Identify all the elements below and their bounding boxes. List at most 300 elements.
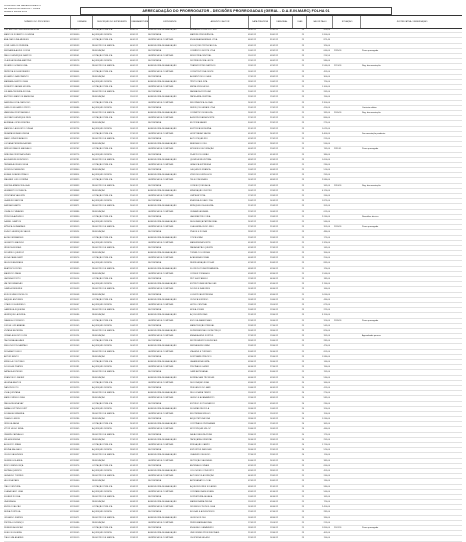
- cell-actual-date: 27/02/12: [270, 137, 279, 140]
- cell-unit: 02318976: [70, 257, 80, 260]
- cell-days: 25: [301, 163, 304, 166]
- cell-expedient: ASSESSORIA DE AVALIAÇÃO: [148, 392, 177, 395]
- cell-process: NÍVEA PORTELA: [4, 511, 21, 514]
- cell-amount: 335,00: [323, 112, 330, 114]
- cell-description: REGISTRO DE MARCA: [92, 65, 115, 68]
- cell-description: RENOVAÇÃO: [92, 521, 106, 524]
- cell-expected-date: 25/04/12: [248, 444, 257, 446]
- cell-actual-date: 01/06/12: [270, 490, 279, 493]
- cell-amount: 160,00: [323, 288, 330, 291]
- cell-days: 25: [301, 65, 304, 68]
- cell-opening-date: 31/01/12: [130, 236, 139, 239]
- cell-process: FERNANDA ALVES COSTA: [4, 49, 30, 52]
- cell-days: 25: [301, 169, 304, 172]
- cell-process: PAULO HENRIQUE SANTOS: [4, 54, 32, 57]
- cell-actual-date: 12/03/12: [270, 189, 279, 192]
- cell-status: [334, 127, 359, 131]
- cell-status: [334, 521, 359, 525]
- cell-opening-date: 03/01/12: [130, 29, 139, 31]
- cell-unit: 02319067: [70, 303, 80, 306]
- cell-actual-date: 13/06/12: [270, 532, 279, 535]
- cell-process: HUMBERTO FONSECA: [4, 189, 27, 192]
- cell-expedient: SECRETARIA: [148, 106, 162, 109]
- cell-expedient: GERÊNCIA DE COMPRAS: [148, 148, 174, 151]
- cell-notes: [362, 230, 462, 234]
- cell-description: RENOVAÇÃO: [92, 438, 106, 441]
- cell-actual-date: 13/02/12: [270, 86, 279, 89]
- cell-status: [334, 298, 359, 302]
- cell-unit: 02318924: [70, 231, 80, 234]
- cell-opening-date: 06/02/12: [130, 278, 139, 280]
- cell-actual-date: 24/02/12: [270, 132, 279, 135]
- cell-description: REGISTRO DE MARCA: [92, 537, 115, 540]
- cell-subject: CALÇADOS FRANCA: [190, 169, 211, 172]
- cell-actual-date: 12/04/12: [270, 309, 279, 312]
- cell-amount: 145,00: [323, 246, 330, 249]
- cell-amount: 1.200,00: [321, 34, 330, 37]
- cell-amount: 120,00: [323, 267, 330, 270]
- cell-amount: 3.150,00: [321, 314, 330, 317]
- cell-unit: 02318648: [70, 86, 80, 89]
- cell-expedient: GERÊNCIA DE COMPRAS: [148, 101, 174, 104]
- cell-subject: PERFUMARIA AROMA: [190, 521, 212, 524]
- cell-notes: Contrato aditivo: [362, 106, 377, 109]
- cell-notes: [362, 339, 462, 343]
- cell-notes: [362, 391, 462, 395]
- cell-expected-date: 24/01/12: [248, 101, 257, 104]
- cell-amount: 165,00: [323, 495, 330, 498]
- col-header-process: NÚMERO DO PROCESSO: [24, 20, 50, 23]
- cell-days: 23: [301, 153, 304, 156]
- cell-subject: ÓTICA VISÃO: [190, 236, 204, 239]
- cell-expected-date: 11/01/12: [248, 54, 256, 57]
- cell-expedient: ASSESSORIA DE AVALIAÇÃO: [148, 29, 177, 31]
- cell-notes: [362, 365, 462, 369]
- cell-unit: 02318633: [70, 80, 80, 83]
- cell-amount: 1.025,00: [321, 127, 330, 130]
- cell-opening-date: 20/01/12: [130, 163, 139, 166]
- cell-expedient: SECRETARIA: [148, 231, 162, 234]
- cell-notes: Prazo prorrogado: [362, 527, 379, 529]
- cell-expected-date: 19/03/12: [248, 303, 257, 306]
- cell-actual-date: 04/04/12: [270, 278, 279, 280]
- cell-actual-date: 23/05/12: [270, 454, 279, 457]
- cell-description: REGISTRO DE MARCA: [92, 495, 115, 498]
- cell-description: RENOVAÇÃO: [92, 355, 106, 358]
- cell-description: LICITAÇÃO PÚBLICA: [92, 402, 113, 405]
- cell-status: [334, 453, 359, 457]
- cell-opening-date: 16/01/12: [130, 127, 139, 130]
- cell-status: [334, 101, 359, 105]
- cell-notes: [362, 531, 462, 535]
- cell-opening-date: 10/01/12: [130, 86, 139, 89]
- cell-opening-date: 23/01/12: [130, 179, 139, 182]
- cell-days: 23: [301, 537, 304, 540]
- cell-description: LICITAÇÃO PÚBLICA: [92, 236, 113, 239]
- cell-description: LICITAÇÃO PÚBLICA: [92, 148, 113, 151]
- cell-actual-date: 23/03/12: [270, 236, 279, 239]
- cell-description: RENOVAÇÃO: [92, 75, 106, 78]
- cell-expected-date: 28/03/12: [248, 340, 257, 343]
- cell-expected-date: 28/02/12: [248, 231, 257, 234]
- cell-notes: Prazo prorrogado: [362, 226, 379, 229]
- cell-expected-date: 14/05/12: [248, 506, 257, 509]
- cell-amount: 270,00: [323, 392, 330, 395]
- cell-unit: 02319214: [70, 381, 80, 384]
- cell-days: 23: [301, 210, 304, 213]
- cell-process: WELLINGTON SAMPAIO: [4, 345, 28, 348]
- cell-actual-date: 29/05/12: [270, 475, 279, 478]
- cell-unit: 02319395: [70, 475, 80, 478]
- cell-actual-date: 27/03/12: [270, 246, 279, 249]
- cell-expected-date: 14/03/12: [248, 288, 257, 291]
- cell-expedient: GERÊNCIA DE COMPRAS: [148, 132, 174, 135]
- cell-days: 25: [301, 143, 304, 146]
- cell-opening-date: 11/01/12: [130, 91, 138, 94]
- cell-expected-date: 16/01/12: [248, 70, 257, 73]
- cell-expedient: SECRETARIA: [148, 371, 162, 374]
- cell-expected-date: 22/03/12: [248, 319, 257, 322]
- cell-days: 23: [301, 174, 304, 177]
- cell-process: DÉBORA CRISTINA NUNES: [4, 153, 31, 156]
- cell-actual-date: 22/02/12: [270, 122, 279, 125]
- cell-notes: [362, 121, 462, 125]
- cell-days: 23: [301, 226, 304, 229]
- cell-expected-date: 10/02/12: [248, 169, 257, 172]
- cell-expedient: GERÊNCIA DE COMPRAS: [148, 226, 174, 229]
- cell-subject: CAFÉ ARTESANAL: [190, 371, 209, 374]
- cell-opening-date: 06/01/12: [130, 65, 139, 68]
- cell-actual-date: 08/02/12: [270, 70, 279, 73]
- cell-subject: ANTENAS E SINAIS: [190, 464, 210, 467]
- cell-expedient: SECRETARIA: [148, 511, 162, 514]
- cell-actual-date: 30/04/12: [270, 371, 279, 374]
- cell-unit: 02318590: [70, 65, 80, 68]
- cell-subject: JOALHERIA OURO FINO: [190, 226, 214, 229]
- cell-unit: 02319138: [70, 340, 80, 343]
- cell-status: [334, 536, 359, 540]
- cell-opening-date: 07/02/12: [130, 288, 139, 291]
- cell-expected-date: 17/01/12: [248, 75, 257, 78]
- cell-opening-date: 13/02/12: [130, 329, 139, 332]
- cell-opening-date: 19/01/12: [130, 158, 139, 161]
- cell-subject: ESTRUTURAS METÁLICAS: [190, 283, 217, 286]
- cell-notes: [362, 495, 462, 499]
- cell-expected-date: 05/01/12: [248, 34, 257, 37]
- cell-expected-date: 19/04/12: [248, 423, 257, 426]
- cell-unit: 02318604: [70, 70, 80, 73]
- cell-expedient: ASSESSORIA DE AVALIAÇÃO: [148, 112, 177, 114]
- cell-unit: 02318938: [70, 236, 80, 239]
- cell-status: [334, 80, 359, 84]
- cell-expected-date: 30/04/12: [248, 459, 257, 462]
- cell-status: [334, 386, 359, 390]
- cell-expected-date: 21/03/12: [248, 314, 257, 317]
- cell-status: [334, 355, 359, 359]
- cell-process: RAFAEL BITTENCOURT: [4, 407, 28, 410]
- cell-status: [334, 391, 359, 395]
- cell-expected-date: 02/02/12: [248, 137, 257, 140]
- cell-description: RENOVAÇÃO: [92, 293, 106, 296]
- cell-subject: FERRAGENS UNIÃO: [190, 345, 211, 348]
- cell-unit: 02318533: [70, 44, 80, 47]
- cell-unit: 02319033: [70, 288, 80, 291]
- cell-status: [334, 277, 359, 281]
- cell-actual-date: 02/04/12: [270, 267, 279, 270]
- cell-expedient: SECRETARIA: [148, 418, 162, 421]
- cell-process: ROSANA TOLEDO: [4, 350, 22, 353]
- cell-process: PAULA REGINA VAZ: [4, 402, 24, 405]
- cell-expected-date: 29/03/12: [248, 345, 257, 348]
- cell-expedient: SECRETARIA: [148, 464, 162, 467]
- cell-subject: ALIMENTOS DO VALE: [190, 75, 212, 78]
- cell-expected-date: 12/04/12: [248, 397, 257, 400]
- cell-expedient: SECRETARIA: [148, 60, 162, 63]
- cell-subject: ACADEMIA FORMA: [190, 257, 209, 260]
- cell-actual-date: 16/02/12: [270, 101, 279, 104]
- cell-amount: 260,00: [323, 195, 330, 197]
- cell-process: NATÁLIA ESTEVES: [4, 371, 23, 374]
- cell-expected-date: 11/04/12: [248, 392, 256, 395]
- cell-unit: 02318776: [70, 153, 80, 156]
- cell-expected-date: 17/05/12: [248, 521, 257, 524]
- cell-actual-date: 29/03/12: [270, 257, 279, 260]
- cell-description: RENOVAÇÃO: [92, 210, 106, 213]
- cell-status: [334, 417, 359, 421]
- cell-subject: CONSTRUTORA OESTE: [190, 70, 214, 73]
- cell-subject: COMÉRCIO NORTE LTDA: [190, 49, 215, 52]
- cell-expected-date: 17/04/12: [248, 412, 257, 415]
- cell-subject: BORRACHAS TÉCNICAS: [190, 376, 215, 379]
- cell-notes: [362, 510, 462, 514]
- cell-expedient: SECRETARIA: [148, 386, 162, 389]
- cell-notes: [362, 453, 462, 457]
- cell-opening-date: 14/02/12: [130, 345, 139, 348]
- cell-actual-date: 21/03/12: [270, 226, 279, 229]
- cell-description: LICITAÇÃO PÚBLICA: [92, 423, 113, 426]
- cell-notes: [362, 261, 462, 265]
- cell-days: 25: [301, 91, 304, 94]
- cell-expedient: GERÊNCIA DE COMPRAS: [148, 39, 174, 42]
- cell-description: REGISTRO DE MARCA: [92, 392, 115, 395]
- cell-subject: ARQUITETURA VIVA: [190, 418, 210, 421]
- cell-unit: 02319486: [70, 521, 80, 524]
- cell-status: [334, 95, 359, 99]
- cell-subject: CONFECÇÕES ALFA: [190, 184, 211, 187]
- cell-amount: 745,00: [323, 148, 330, 151]
- cell-process: SIMONE APARECIDA LEAL: [4, 184, 31, 187]
- cell-opening-date: 06/01/12: [130, 60, 139, 63]
- cell-days: 23: [301, 366, 304, 369]
- cell-opening-date: 08/02/12: [130, 298, 139, 301]
- cell-actual-date: 13/04/12: [270, 314, 279, 317]
- cell-actual-date: 31/01/12: [270, 39, 279, 42]
- cell-expedient: SECRETARIA: [148, 324, 162, 327]
- org-line: Relatório Mensal 2012: [4, 11, 27, 13]
- cell-description: LICITAÇÃO PÚBLICA: [92, 444, 113, 446]
- cell-notes: [362, 324, 462, 328]
- cell-description: REGISTRO DE MARCA: [92, 44, 115, 47]
- cell-actual-date: 30/03/12: [270, 262, 279, 265]
- cell-description: AQUISIÇÃO DIRETA: [92, 174, 112, 177]
- cell-expected-date: 27/02/12: [248, 226, 257, 229]
- cell-process: PATRÍCIA SOUZA RIBEIRO: [4, 70, 30, 73]
- cell-notes: [362, 427, 462, 431]
- cell-expedient: GERÊNCIA DE COMPRAS: [148, 86, 174, 89]
- cell-status: [334, 137, 359, 141]
- cell-expedient: ASSESSORIA DE AVALIAÇÃO: [148, 423, 177, 426]
- cell-unit: 02318724: [70, 127, 80, 130]
- cell-amount: 640,00: [323, 49, 330, 52]
- cell-days: 23: [301, 506, 304, 509]
- cell-subject: AQUECEDORES SOLARES: [190, 485, 217, 488]
- cell-process: MARCOS ROBERTO OLIVEIRA: [4, 34, 35, 37]
- cell-status: [334, 54, 359, 58]
- cell-actual-date: 02/03/12: [270, 158, 279, 161]
- cell-notes: [362, 199, 462, 203]
- cell-unit: 02319124: [70, 335, 80, 338]
- cell-expedient: ASSESSORIA DE AVALIAÇÃO: [148, 174, 177, 177]
- cell-subject: PESCADOS DO MAR: [190, 386, 211, 389]
- cell-days: 23: [301, 262, 304, 265]
- cell-subject: BEBIDAS DO SUL: [190, 143, 208, 146]
- cell-notes: [362, 163, 462, 167]
- cell-expected-date: 09/01/12: [248, 44, 257, 47]
- cell-subject: TRANSPORTES RÁPIDOS: [190, 65, 216, 68]
- cell-process: ORLANDO SIMÕES: [4, 516, 23, 519]
- cell-status: 2305/01: [334, 112, 342, 114]
- cell-notes: [362, 44, 462, 48]
- cell-amount: 210,50: [323, 54, 330, 57]
- cell-opening-date: 22/02/12: [130, 407, 139, 410]
- cell-amount: 410,00: [323, 106, 330, 109]
- cell-amount: 440,00: [323, 428, 330, 431]
- cell-actual-date: 19/04/12: [270, 335, 279, 338]
- cell-amount: 1.320,00: [321, 241, 330, 244]
- cell-subject: MÓVEIS E DECORAÇÃO: [190, 148, 215, 151]
- cell-expected-date: 01/02/12: [248, 132, 257, 135]
- cell-opening-date: 26/01/12: [130, 205, 139, 208]
- cell-process: JORGE LUIZ AMARAL: [4, 324, 26, 327]
- cell-expected-date: 19/01/12: [248, 86, 257, 89]
- cell-amount: 190,00: [323, 96, 330, 99]
- cell-subject: ENERGIA SOLAR LTDA: [190, 200, 213, 203]
- cell-actual-date: 14/05/12: [270, 418, 279, 421]
- cell-description: AQUISIÇÃO DIRETA: [92, 220, 112, 223]
- cell-description: LICITAÇÃO PÚBLICA: [92, 527, 113, 529]
- cell-expected-date: 06/02/12: [248, 148, 257, 151]
- cell-unit: 02319233: [70, 392, 80, 395]
- cell-process: EDSON VASCONCELOS: [4, 293, 28, 296]
- cell-unit: 02319181: [70, 366, 80, 369]
- cell-status: [334, 510, 359, 514]
- cell-opening-date: 04/01/12: [130, 44, 139, 47]
- cell-description: REGISTRO DE MARCA: [92, 226, 115, 229]
- cell-actual-date: 08/03/12: [270, 179, 279, 182]
- cell-days: 25: [301, 86, 304, 89]
- cell-actual-date: 24/05/12: [270, 459, 279, 462]
- cell-expedient: ASSESSORIA DE AVALIAÇÃO: [148, 501, 177, 504]
- cell-amount: 690,00: [323, 464, 330, 467]
- cell-process: DOUGLAS PRATES: [4, 366, 23, 369]
- cell-process: TATIANA BORGES SILVA: [4, 163, 28, 166]
- cell-days: 23: [301, 200, 304, 203]
- cell-process: ROGÉRIO QUEIROZ: [4, 252, 24, 255]
- cell-subject: SOLUÇÕES TÉCNICAS S.A.: [190, 44, 218, 47]
- cell-actual-date: 15/02/12: [270, 96, 279, 99]
- cell-status: [334, 210, 359, 214]
- cell-expedient: SECRETARIA: [148, 200, 162, 203]
- cell-expedient: SECRETARIA: [148, 91, 162, 94]
- cell-process: ADRIANA LOPES FREITAS: [4, 122, 30, 125]
- cell-process: BEATRIZ FONTES: [4, 267, 22, 270]
- cell-expected-date: 03/02/12: [248, 143, 257, 146]
- cell-opening-date: 09/02/12: [130, 314, 139, 317]
- cell-subject: UNIFORMES PROFISSIONAIS: [190, 532, 220, 535]
- cell-expedient: ASSESSORIA DE AVALIAÇÃO: [148, 158, 177, 161]
- col-header-description: DESCRIÇÃO DO EXPEDIENTE: [92, 16, 131, 28]
- cell-amount: 530,00: [323, 376, 330, 379]
- cell-opening-date: 05/03/12: [130, 490, 139, 493]
- cell-process: EDUARDO NASCIMENTO: [4, 75, 29, 78]
- cell-subject: IRRIGAÇÃO CAMPO: [190, 444, 210, 446]
- cell-unit: 02319162: [70, 355, 80, 358]
- cell-description: LICITAÇÃO PÚBLICA: [92, 86, 113, 89]
- cell-unit: 02318762: [70, 148, 80, 151]
- cell-opening-date: 12/01/12: [130, 106, 139, 109]
- cell-process: KARINA DUARTE: [4, 205, 21, 208]
- cell-opening-date: 25/01/12: [130, 195, 139, 197]
- cell-unit: 02319305: [70, 428, 80, 431]
- cell-opening-date: 03/02/12: [130, 272, 139, 275]
- cell-days: 23: [301, 303, 304, 306]
- cell-subject: CONSULTORIA ÁGIL: [190, 272, 211, 275]
- cell-notes: [362, 516, 462, 520]
- cell-unit: 02318957: [70, 246, 80, 249]
- cell-opening-date: 07/03/12: [130, 506, 139, 509]
- cell-expected-date: 03/04/12: [248, 361, 257, 363]
- cell-opening-date: 01/03/12: [130, 464, 139, 467]
- cell-expedient: ASSESSORIA DE AVALIAÇÃO: [148, 469, 177, 472]
- cell-description: RENOVAÇÃO: [92, 272, 106, 275]
- cell-amount: 510,00: [323, 169, 330, 172]
- cell-amount: 185,00: [323, 278, 330, 280]
- cell-process: HENRIQUE LACERDA: [4, 314, 26, 317]
- cell-actual-date: 12/06/12: [270, 527, 279, 529]
- cell-process: AUGUSTO RIBAS: [4, 444, 22, 446]
- cell-process: ÍTALO VENTURA: [4, 485, 21, 488]
- cell-status: [334, 287, 359, 291]
- cell-process: BRUNA SALGADO: [4, 449, 22, 452]
- cell-actual-date: 09/03/12: [270, 184, 279, 187]
- cell-unit: 02319105: [70, 324, 80, 327]
- cell-status: 2318/01: [334, 184, 342, 187]
- cell-status: [334, 329, 359, 333]
- cell-days: 23: [301, 335, 304, 338]
- cell-process: LÍVIA QUINTANA: [4, 392, 21, 395]
- cell-actual-date: 17/02/12: [270, 106, 279, 109]
- cell-unit: 02318719: [70, 122, 80, 125]
- cell-amount: 450,00: [323, 29, 330, 31]
- cell-status: [334, 443, 359, 447]
- cell-expected-date: 02/04/12: [248, 355, 257, 358]
- cell-expected-date: 23/01/12: [248, 96, 257, 99]
- col-header-opening-date: DATA ABERTURA: [130, 16, 149, 28]
- cell-notes: [362, 282, 462, 286]
- cell-amount: 1.875,00: [321, 200, 330, 203]
- cell-expected-date: 22/02/12: [248, 210, 257, 213]
- cell-process: CARLOS EDUARDO PINTO: [4, 106, 31, 109]
